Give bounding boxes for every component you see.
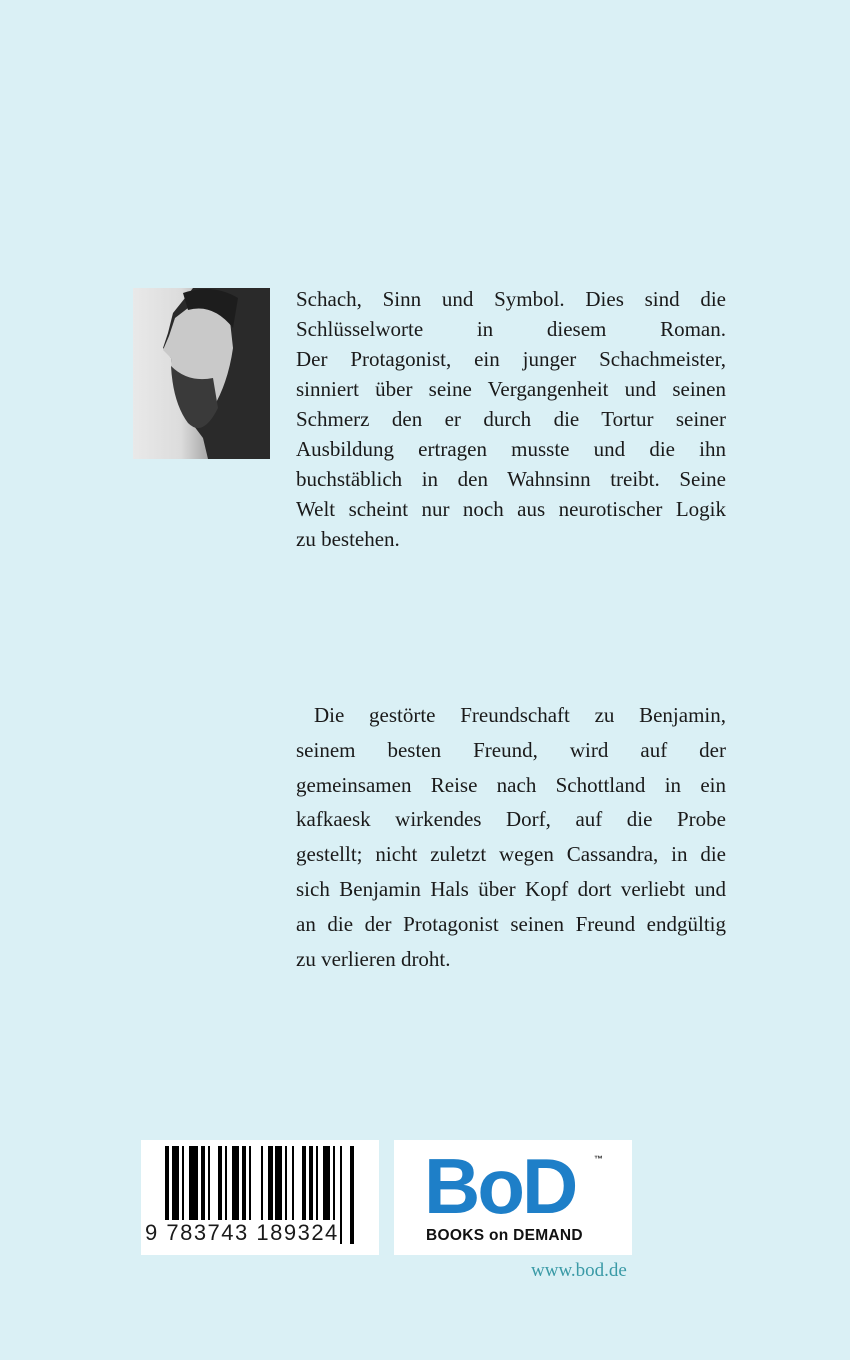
barcode-bar [232, 1146, 239, 1220]
barcode-bar [350, 1146, 354, 1244]
blurb-line: an die der Protagonist seinen Freund endgültig [296, 911, 726, 936]
blurb-line: zu verlieren droht. [296, 946, 451, 971]
barcode-bar [292, 1146, 294, 1220]
barcode-bar [316, 1146, 318, 1220]
trademark-symbol: ™ [594, 1154, 603, 1164]
blurb-line: kafkaesk wirkendes Dorf, auf die Probe [296, 807, 726, 832]
isbn-barcode [141, 1140, 379, 1255]
barcode-bar [249, 1146, 251, 1220]
blurb-line: zu bestehen. [296, 527, 400, 551]
barcode-bar [225, 1146, 227, 1220]
bod-logo-subtitle: BOOKS on DEMAND [426, 1227, 583, 1244]
blurb-paragraph-1 [296, 284, 726, 554]
barcode-bar [201, 1146, 205, 1220]
barcode-bar [182, 1146, 184, 1220]
barcode-bar [309, 1146, 313, 1220]
publisher-logo [394, 1140, 632, 1255]
barcode-bar [208, 1146, 210, 1220]
barcode-bar [275, 1146, 282, 1220]
barcode-bar [285, 1146, 287, 1220]
blurb-line: Die gestörte Freundschaft zu Benjamin, [314, 703, 726, 727]
publisher-url[interactable]: www.bod.de [531, 1260, 627, 1281]
author-photo [133, 288, 270, 459]
blurb-line: seinem besten Freund, wird auf der [296, 737, 726, 762]
barcode-bar [218, 1146, 222, 1220]
blurb-line: Der Protagonist, ein junger Schachmeister, [296, 347, 726, 371]
blurb-line: Ausbildung ertragen musste und die ihn [296, 437, 726, 461]
blurb-line: Schmerz den er durch die Tortur seiner [296, 407, 726, 431]
barcode-bar [323, 1146, 330, 1220]
blurb-line: Schlüsselworte in diesem Roman. [296, 317, 726, 341]
blurb-line: sich Benjamin Hals über Kopf dort verliebt und [296, 876, 726, 901]
barcode-bar [333, 1146, 335, 1220]
blurb-line: buchstäblich in den Wahnsinn treibt. Seine [296, 467, 726, 491]
barcode-bar [242, 1146, 246, 1220]
barcode-bar [302, 1146, 306, 1220]
barcode-bar [340, 1146, 342, 1244]
blurb-line: gemeinsamen Reise nach Schottland in ein [296, 772, 726, 797]
blurb-line: Schach, Sinn und Symbol. Dies sind die [296, 287, 726, 311]
isbn-number: 9 783743 189324 [145, 1220, 339, 1245]
bod-logo-mark: BoD [424, 1142, 576, 1230]
blurb-line: gestellt; nicht zuletzt wegen Cassandra, in die [296, 842, 726, 867]
blurb-line: Welt scheint nur noch aus neurotischer Logik [296, 497, 726, 521]
barcode-bar [189, 1146, 198, 1220]
blurb-line: sinniert über seine Vergangenheit und seinen [296, 377, 726, 401]
blurb-paragraph-2 [296, 698, 726, 976]
